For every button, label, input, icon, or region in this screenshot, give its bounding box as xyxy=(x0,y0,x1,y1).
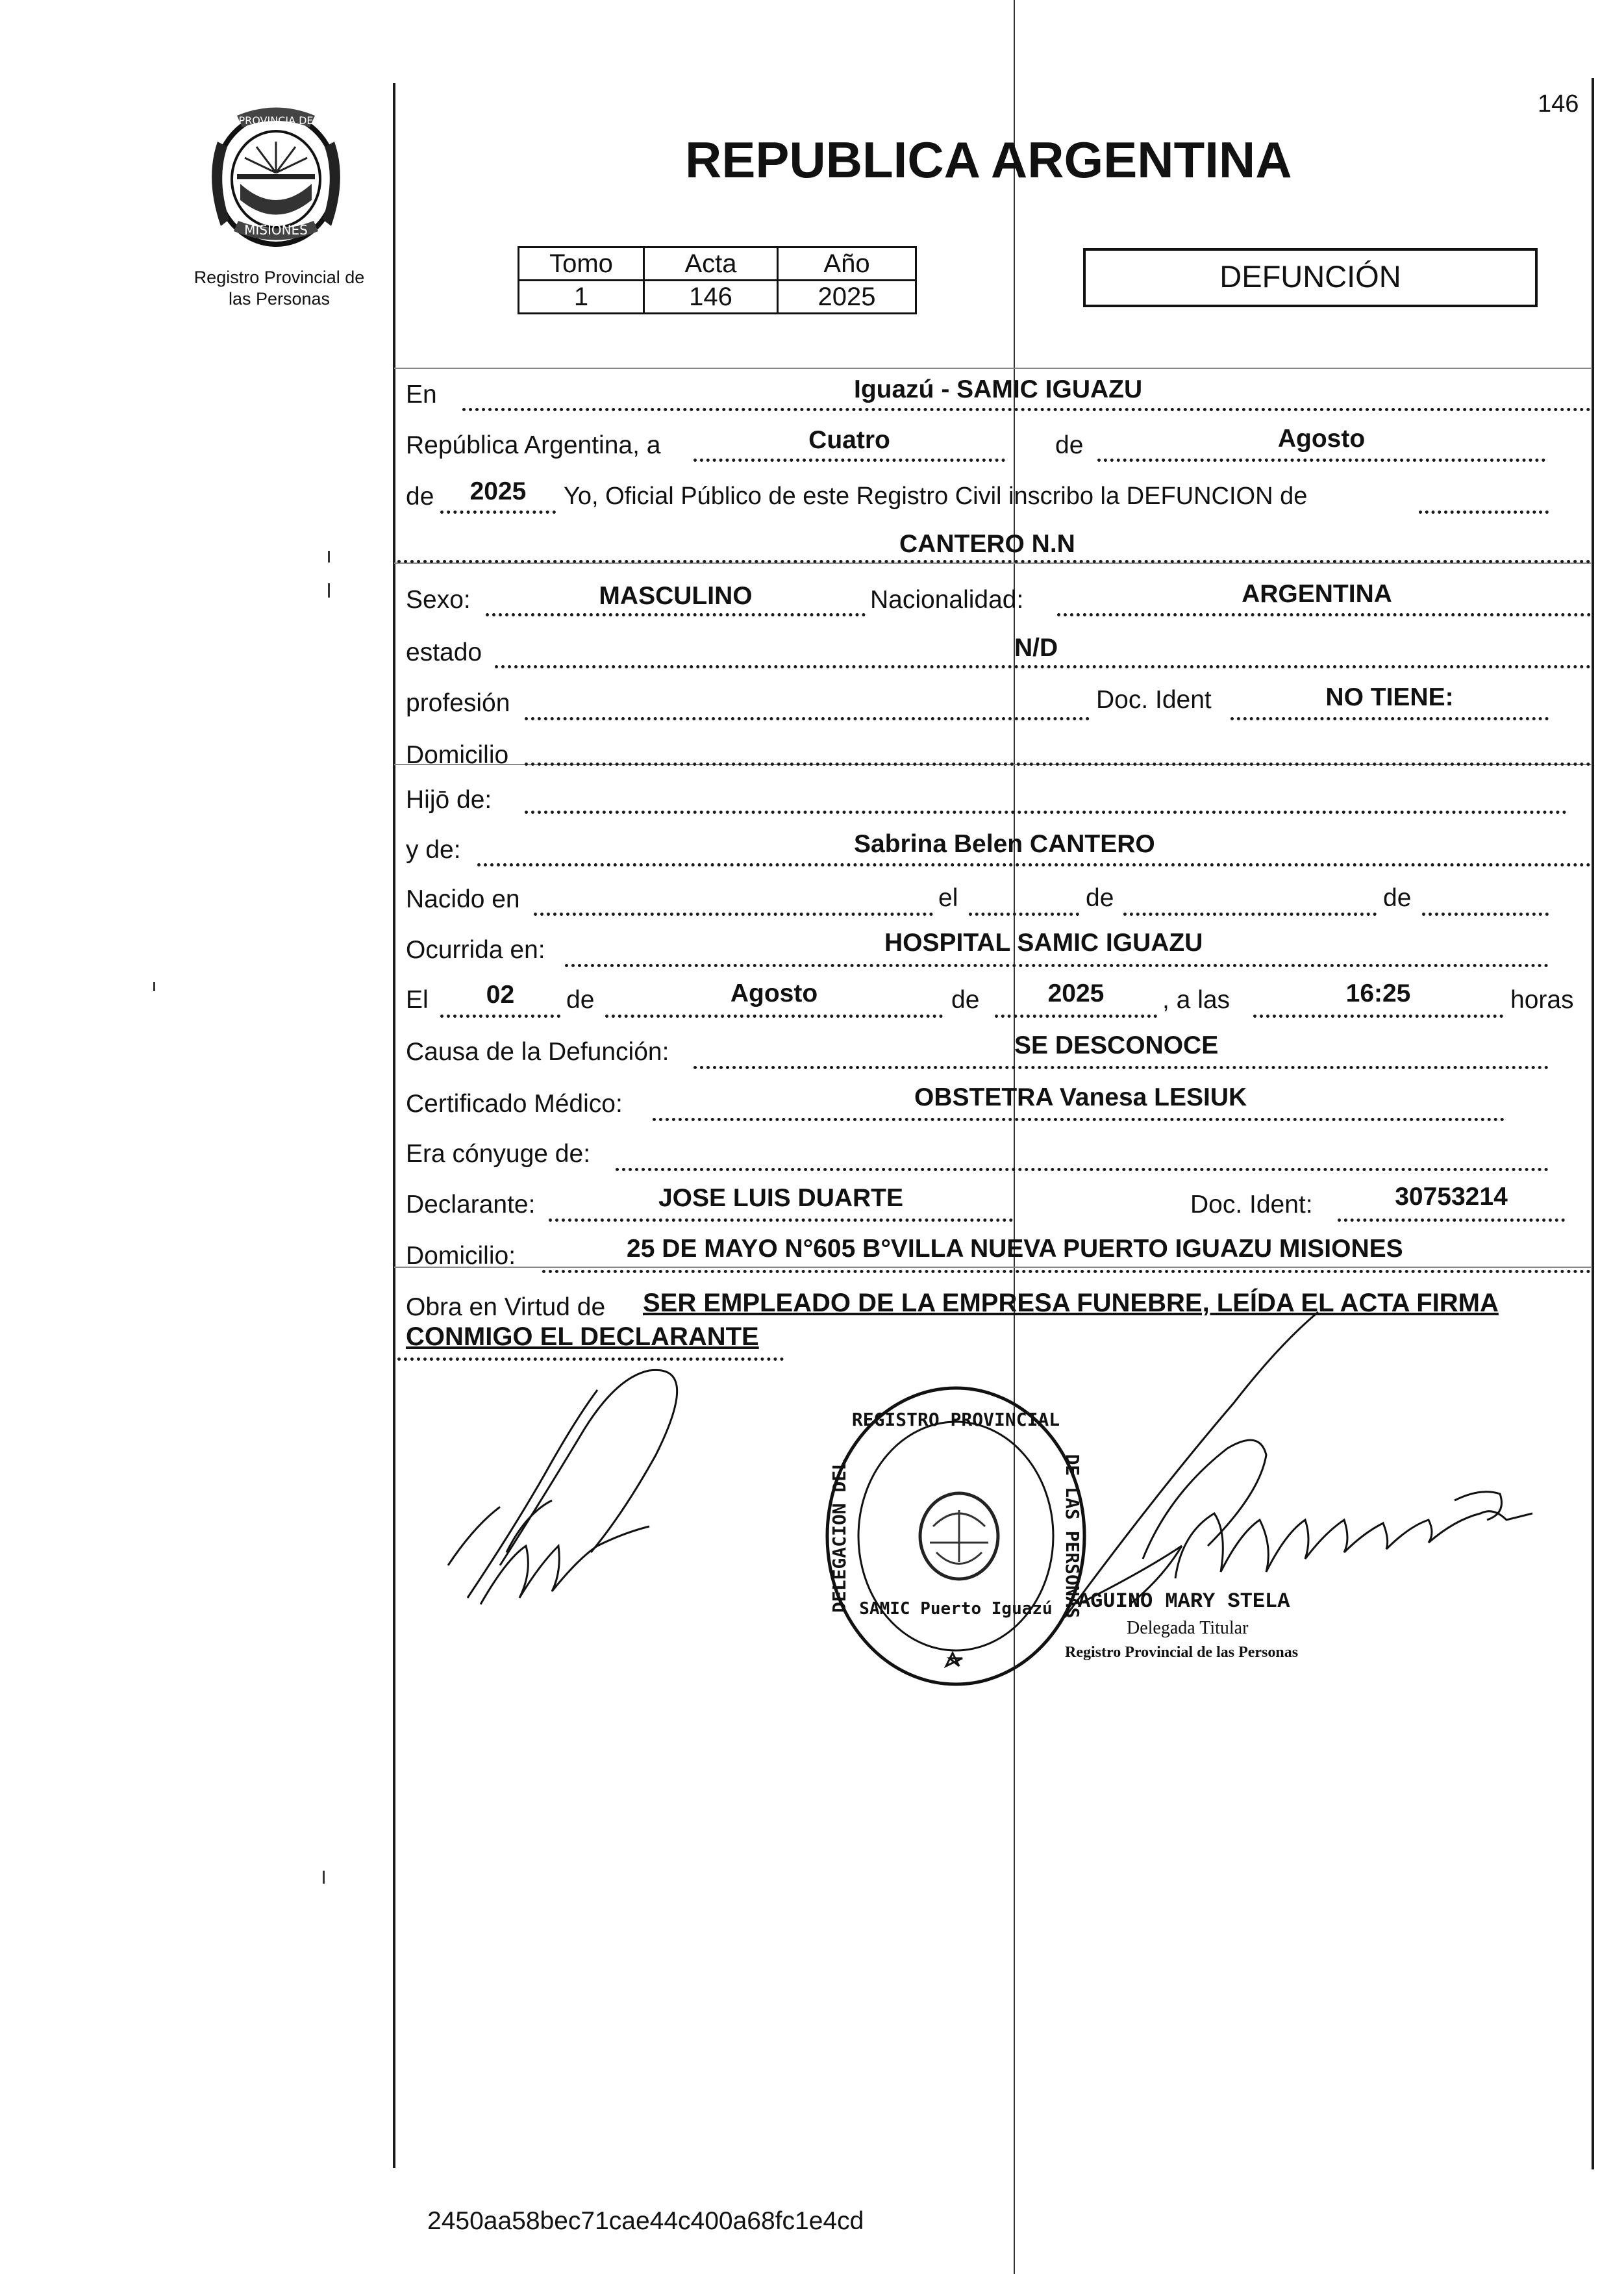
scan-speck xyxy=(328,583,330,598)
de-label-3: de xyxy=(1383,884,1412,912)
death-year: 2025 xyxy=(1047,979,1105,1007)
scan-speck xyxy=(323,1871,325,1884)
declarant-address: 25 DE MAYO N°605 B°VILLA NUEVA PUERTO IGUAZU MISIONES xyxy=(627,1235,1403,1263)
registration-year: 2025 xyxy=(469,477,527,505)
tomo-header: Tomo xyxy=(519,247,644,281)
declarant-name: JOSE LUIS DUARTE xyxy=(658,1184,904,1212)
estado-value: N/D xyxy=(1014,634,1058,662)
row-separator xyxy=(394,1267,1592,1268)
cause-of-death: SE DESCONOCE xyxy=(1014,1031,1219,1059)
acta-value: 146 xyxy=(644,281,778,314)
nacionalidad-value: ARGENTINA xyxy=(1242,580,1392,608)
year-dotline xyxy=(440,511,556,514)
death-day-dotline xyxy=(440,1015,560,1018)
decl-doc-dotline xyxy=(1338,1219,1565,1222)
death-time: 16:25 xyxy=(1345,979,1411,1007)
page-title: REPUBLICA ARGENTINA xyxy=(685,131,1292,188)
acta-header: Acta xyxy=(644,247,778,281)
day-dotline xyxy=(693,459,1005,462)
profesion-dotline xyxy=(525,717,1090,720)
horas-label: horas xyxy=(1510,986,1574,1014)
en-label: En xyxy=(406,381,437,409)
nacido-label: Nacido en xyxy=(406,885,520,913)
sexo-label: Sexo: xyxy=(406,586,471,614)
causa-dotline xyxy=(693,1066,1549,1069)
statement-dotline xyxy=(1419,511,1549,514)
obra-text-line2: CONMIGO EL DECLARANTE xyxy=(406,1322,759,1351)
svg-text:DE LAS PERSONAS: DE LAS PERSONAS xyxy=(1062,1454,1083,1619)
document-code: 2450aa58bec71cae44c400a68fc1e4cd xyxy=(427,2207,864,2235)
death-month-dotline xyxy=(605,1015,943,1018)
causa-label: Causa de la Defunción: xyxy=(406,1038,669,1066)
el2-label: El xyxy=(406,986,429,1014)
estado-label: estado xyxy=(406,638,482,666)
doc-ident-dotline xyxy=(1230,717,1549,720)
el-label: el xyxy=(938,884,958,912)
de-label-4: de xyxy=(566,986,595,1014)
domicilio-label: Domicilio xyxy=(406,741,509,769)
medical-certificate: OBSTETRA Vanesa LESIUK xyxy=(914,1083,1247,1111)
declarant-doc: 30753214 xyxy=(1395,1183,1508,1211)
conyuge-label: Era cónyuge de: xyxy=(406,1140,591,1168)
svg-text:SAMIC Puerto Iguazú: SAMIC Puerto Iguazú xyxy=(859,1599,1053,1619)
svg-text:REGISTRO PROVINCIAL: REGISTRO PROVINCIAL xyxy=(851,1409,1060,1430)
birth-month-dotline xyxy=(1123,913,1377,916)
profesion-label: profesión xyxy=(406,689,510,717)
month-dotline xyxy=(1097,459,1545,462)
sexo-value: MASCULINO xyxy=(599,582,753,610)
scan-speck xyxy=(328,551,330,562)
official-org: Registro Provincial de las Personas xyxy=(1065,1644,1299,1661)
official-name: AGUINO MARY STELA xyxy=(1078,1589,1290,1613)
deceased-dotline xyxy=(397,560,1591,563)
statement-text: Yo, Oficial Público de este Registro Civil inscribo la DEFUNCION de xyxy=(564,483,1308,510)
death-month: Agosto xyxy=(730,979,818,1007)
hijo-label: Hijō de: xyxy=(406,786,492,814)
domicilio-dotline xyxy=(525,763,1591,766)
decl-domicilio-label: Domicilio: xyxy=(406,1242,516,1270)
declarant-signature xyxy=(429,1351,714,1611)
svg-text:PROVINCIA DE: PROVINCIA DE xyxy=(238,114,314,127)
sexo-dotline xyxy=(486,613,866,616)
birth-day-dotline xyxy=(969,913,1079,916)
conyuge-dotline xyxy=(616,1168,1549,1171)
de-label-2: de xyxy=(1086,884,1114,912)
nacionalidad-dotline xyxy=(1057,613,1591,616)
registration-month: Agosto xyxy=(1277,425,1366,453)
declarante-label: Declarante: xyxy=(406,1191,536,1219)
official-stamp xyxy=(819,1380,1092,1692)
provincial-seal-icon xyxy=(198,103,354,255)
mother-name: Sabrina Belen CANTERO xyxy=(854,830,1155,858)
registry-name-line2: las Personas xyxy=(228,289,331,309)
republica-label: República Argentina, a xyxy=(406,431,661,459)
record-table xyxy=(518,246,917,314)
y-de-dotline xyxy=(477,863,1591,866)
ano-value: 2025 xyxy=(778,281,916,314)
certificado-dotline xyxy=(653,1118,1505,1121)
right-margin-line xyxy=(1592,78,1594,2169)
estado-dotline xyxy=(495,665,1591,668)
de-year-label: de xyxy=(406,483,434,511)
nacido-dotline xyxy=(534,913,933,916)
de-label-5: de xyxy=(951,986,980,1014)
ano-header: Año xyxy=(778,247,916,281)
certificado-label: Certificado Médico: xyxy=(406,1090,623,1118)
y-de-label: y de: xyxy=(406,836,461,864)
de-label: de xyxy=(1055,431,1084,459)
doc-type-label: DEFUNCIÓN xyxy=(1219,259,1401,294)
place-of-death: HOSPITAL SAMIC IGUAZU xyxy=(884,929,1203,957)
left-margin-line xyxy=(393,83,395,2168)
place-of-registration: Iguazú - SAMIC IGUAZU xyxy=(854,375,1143,403)
scan-fold-line xyxy=(1014,0,1015,2274)
scan-speck xyxy=(153,982,155,991)
ocurrida-dotline xyxy=(565,964,1549,967)
obra-text-line1: SER EMPLEADO DE LA EMPRESA FUNEBRE, LEÍDA EL ACTA FIRMA xyxy=(643,1289,1499,1317)
en-dotline xyxy=(462,408,1591,411)
registration-day: Cuatro xyxy=(808,426,890,454)
svg-text:DELEGACION DEL: DELEGACION DEL xyxy=(829,1459,850,1613)
doc-ident-label: Doc. Ident xyxy=(1096,686,1212,714)
svg-text:MISIONES: MISIONES xyxy=(244,222,308,238)
nacionalidad-label: Nacionalidad: xyxy=(870,586,1024,614)
tomo-value: 1 xyxy=(519,281,644,314)
a-las-label: , a las xyxy=(1162,986,1230,1014)
official-signature xyxy=(1065,1299,1558,1624)
decl-domicilio-dotline xyxy=(542,1270,1591,1273)
death-day: 02 xyxy=(486,981,515,1009)
death-year-dotline xyxy=(995,1015,1157,1018)
declarante-dotline xyxy=(549,1219,1013,1222)
registry-name-line1: Registro Provincial de xyxy=(194,268,365,287)
page-number: 146 xyxy=(1538,90,1579,118)
death-time-dotline xyxy=(1253,1015,1503,1018)
obra-label: Obra en Virtud de xyxy=(406,1293,606,1321)
decl-doc-label: Doc. Ident: xyxy=(1190,1191,1313,1219)
row-separator xyxy=(394,368,1592,369)
birth-year-dotline xyxy=(1422,913,1549,916)
hijo-dotline xyxy=(525,811,1567,814)
doc-ident-value: NO TIENE: xyxy=(1325,683,1454,711)
official-title: Delegada Titular xyxy=(1127,1618,1249,1638)
deceased-name: CANTERO N.N xyxy=(899,530,1075,558)
ocurrida-label: Ocurrida en: xyxy=(406,936,545,964)
